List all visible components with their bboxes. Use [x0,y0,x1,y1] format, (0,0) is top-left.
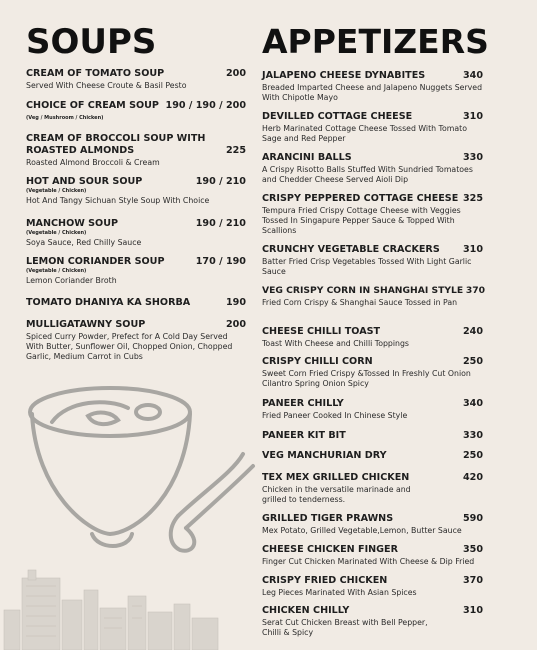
item-description: Tempura Fried Crispy Cottage Cheese with Veggies Tossed In Singapure Pepper Sauce & Topped With Scallions [262,206,461,235]
item-description: A Crispy Risotto Balls Stuffed With Sundried Tomatoes and Chedder Cheese Served Aioli Dip [262,165,473,184]
soup-item-mulligatawny [26,319,246,362]
item-price: 250 [462,450,483,461]
item-price: 420 [462,472,483,483]
appetizer-item [262,605,483,638]
appetizers-heading: APPETIZERS [262,22,489,61]
item-price: 325 [462,193,483,204]
item-price: 330 [462,152,483,163]
item-name: PANEER KIT BIT [262,430,346,441]
item-description: Breaded Imparted Cheese and Jalapeno Nuggets Served With Chipotle Mayo [262,83,483,102]
item-variant-note: (Veg / Mushroom / Chicken) [26,115,104,121]
item-price: 590 [462,513,483,524]
item-price: 240 [462,326,483,337]
item-variant-note: (Vegetable / Chicken) [26,188,87,194]
item-description: Fried Paneer Cooked In Chinese Style [262,411,408,420]
item-name: CHOICE OF CREAM SOUP [26,100,159,111]
item-description: Serat Cut Chicken Breast with Bell Pepper, Chilli & Spicy [262,618,428,637]
appetizer-item [262,285,483,308]
item-price: 330 [462,430,483,441]
item-description: Chicken in the versatile marinade and grilled to tenderness. [262,485,411,504]
item-name: JALAPENO CHEESE DYNABITES [262,70,426,81]
item-price: 370 [465,285,485,296]
item-name: CRISPY CHILLI CORN [262,356,373,367]
item-price: 200 [225,319,246,330]
soup-item-cream-of-tomato [26,68,246,91]
item-name: CHEESE CHICKEN FINGER [262,544,398,555]
item-description: Mex Potato, Grilled Vegetable,Lemon, Butter Sauce [262,526,462,535]
appetizer-item [262,430,483,442]
item-price: 200 [225,68,246,79]
item-price: 190 / 190 / 200 [165,100,246,111]
soups-heading: SOUPS [26,22,157,62]
appetizer-item [262,152,483,185]
item-name: MANCHOW SOUP [26,218,119,229]
item-variant-note: (Vegetable / Chicken) [26,268,87,274]
item-description: Herb Marinated Cottage Cheese Tossed With Tomato Sage and Red Pepper [262,124,467,143]
item-name: CRUNCHY VEGETABLE CRACKERS [262,244,440,255]
item-price: 225 [225,145,246,156]
appetizer-item [262,111,483,144]
item-name: TEX MEX GRILLED CHICKEN [262,472,410,483]
item-name: HOT AND SOUR SOUP [26,176,143,187]
item-description: Soya Sauce, Red Chilly Sauce [26,238,142,247]
item-price: 370 [462,575,483,586]
item-name: VEG CRISPY CORN IN SHANGHAI STYLE [262,285,464,296]
item-description: Batter Fried Crisp Vegetables Tossed With Light Garlic Sauce [262,257,472,276]
item-price: 310 [462,605,483,616]
appetizer-item [262,513,483,536]
item-description: Leg Pieces Marinated With Asian Spices [262,588,417,597]
item-name: MULLIGATAWNY SOUP [26,319,146,330]
item-description: Fried Corn Crispy & Shanghai Sauce Tossed in Pan [262,298,458,307]
soup-item-hot-and-sour [26,176,246,206]
item-name: CREAM OF BROCCOLI SOUP WITH ROASTED ALMONDS [26,133,206,156]
appetizer-item [262,244,483,277]
appetizer-item [262,356,483,389]
item-price: 190 [225,297,246,308]
item-price: 310 [462,244,483,255]
item-name: ARANCINI BALLS [262,152,352,163]
city-skyline-illustration [0,560,220,650]
item-price: 190 / 210 [195,176,246,187]
item-name: CRISPY FRIED CHICKEN [262,575,388,586]
appetizer-item [262,472,483,505]
appetizer-item [262,398,483,421]
item-description: Hot And Tangy Sichuan Style Soup With Choice [26,196,210,205]
item-price: 310 [462,111,483,122]
appetizer-item [262,70,483,103]
item-description: Sweet Corn Fried Crispy &Tossed In Freshly Cut Onion Cilantro Spring Onion Spicy [262,369,471,388]
soup-item-lemon-coriander [26,256,246,286]
item-name: LEMON CORIANDER SOUP [26,256,165,267]
item-name: GRILLED TIGER PRAWNS [262,513,394,524]
item-price: 340 [462,70,483,81]
item-price: 340 [462,398,483,409]
item-name: CREAM OF TOMATO SOUP [26,68,165,79]
soup-bowl-icon [28,382,268,562]
item-description: Toast With Cheese and Chilli Toppings [262,339,409,348]
appetizer-item [262,193,483,236]
item-name: DEVILLED COTTAGE CHEESE [262,111,413,122]
item-name: CRISPY PEPPERED COTTAGE CHEESE [262,193,459,204]
item-name: CHICKEN CHILLY [262,605,350,616]
soup-item-cream-of-broccoli [26,133,246,168]
item-description: Roasted Almond Broccoli & Cream [26,158,160,167]
item-name: TOMATO DHANIYA KA SHORBA [26,297,191,308]
soup-item-choice-of-cream [26,100,246,122]
appetizer-item [262,450,483,462]
item-description: Served With Cheese Croute & Basil Pesto [26,81,187,90]
item-description: Spiced Curry Powder, Prefect for A Cold Day Served With Butter, Sunflower Oil, Chopped Onion, Chopped Garlic, Medium Carrot in Cubs [26,332,233,361]
appetizer-item [262,326,483,349]
soup-item-tomato-dhaniya [26,297,246,309]
item-name: PANEER CHILLY [262,398,344,409]
item-price: 250 [462,356,483,367]
soup-item-manchow [26,218,246,248]
item-name: VEG MANCHURIAN DRY [262,450,387,461]
item-description: Lemon Coriander Broth [26,276,117,285]
item-price: 350 [462,544,483,555]
appetizer-item [262,544,483,567]
item-name: CHEESE CHILLI TOAST [262,326,381,337]
item-variant-note: (Vegetable / Chicken) [26,230,87,236]
item-price: 190 / 210 [195,218,246,229]
appetizer-item [262,575,483,598]
item-description: Finger Cut Chicken Marinated With Cheese & Dip Fried [262,557,475,566]
item-price: 170 / 190 [195,256,246,267]
